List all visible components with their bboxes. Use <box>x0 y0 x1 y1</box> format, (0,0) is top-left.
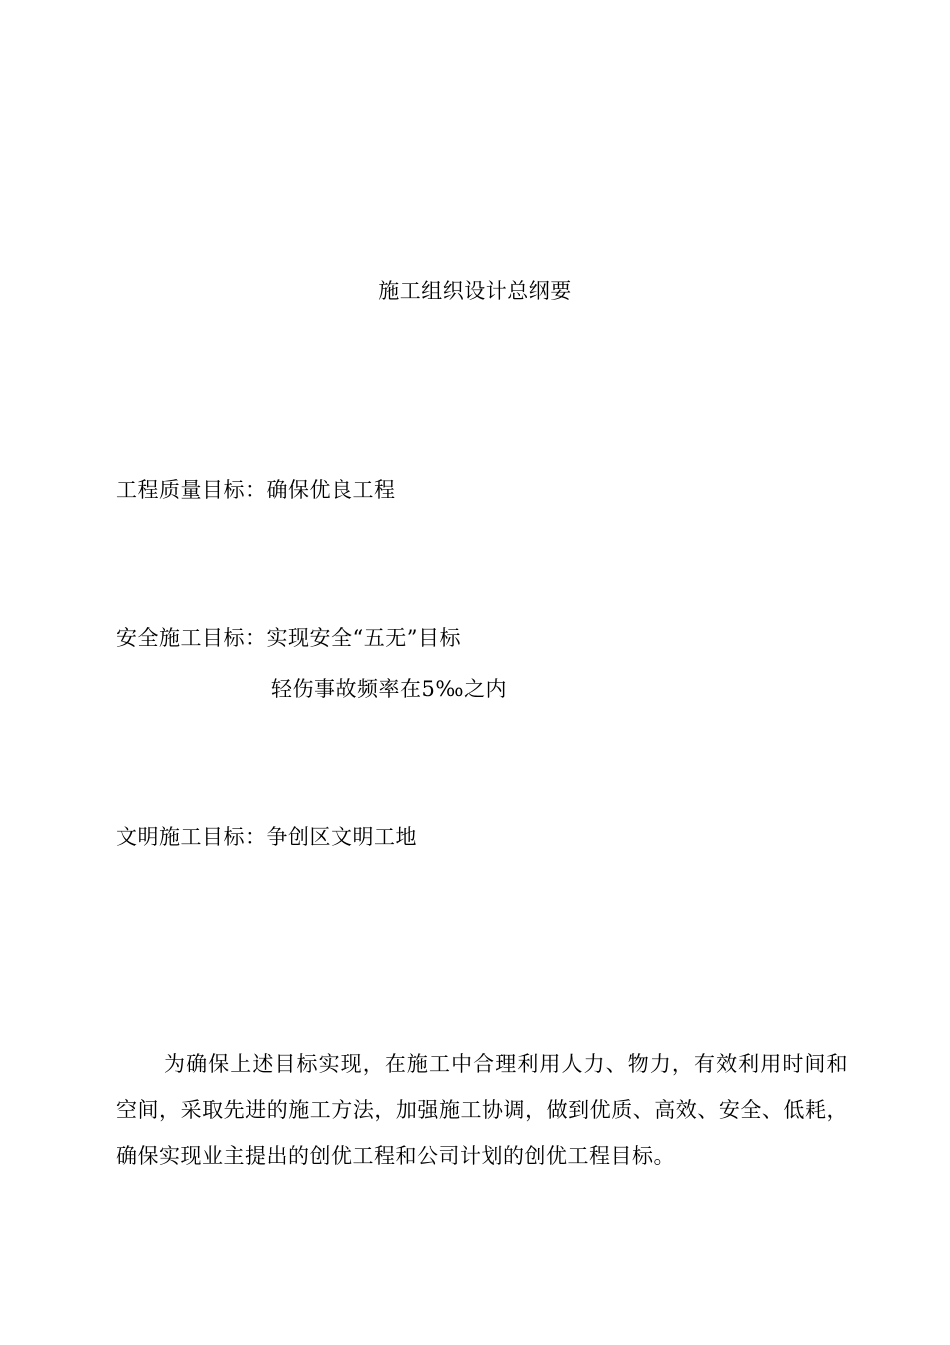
quality-goal-label: 工程质量目标： <box>116 478 267 502</box>
safety-goal-line <box>116 624 461 652</box>
safety-goal-line-2: 轻伤事故频率在5‰之内 <box>271 677 508 701</box>
safety-goal-value: 实现安全“五无”目标 <box>266 626 461 650</box>
quality-goal-line <box>116 476 396 504</box>
civil-goal-label: 文明施工目标： <box>116 825 267 849</box>
safety-goal-label: 安全施工目标： <box>116 626 267 650</box>
civil-goal-value: 争创区文明工地 <box>266 825 417 849</box>
quality-goal-value: 确保优良工程 <box>266 478 396 502</box>
document-title: 施工组织设计总纲要 <box>378 279 572 303</box>
body-paragraph: 为确保上述目标实现，在施工中合理利用人力、物力，有效利用时间和空间，采取先进的施工方法，加强施工协调，做到优质、高效、安全、低耗，确保实现业主提出的创优工程和公司计划的创优工程目标。 <box>116 1052 848 1168</box>
civil-goal-line <box>116 823 417 851</box>
